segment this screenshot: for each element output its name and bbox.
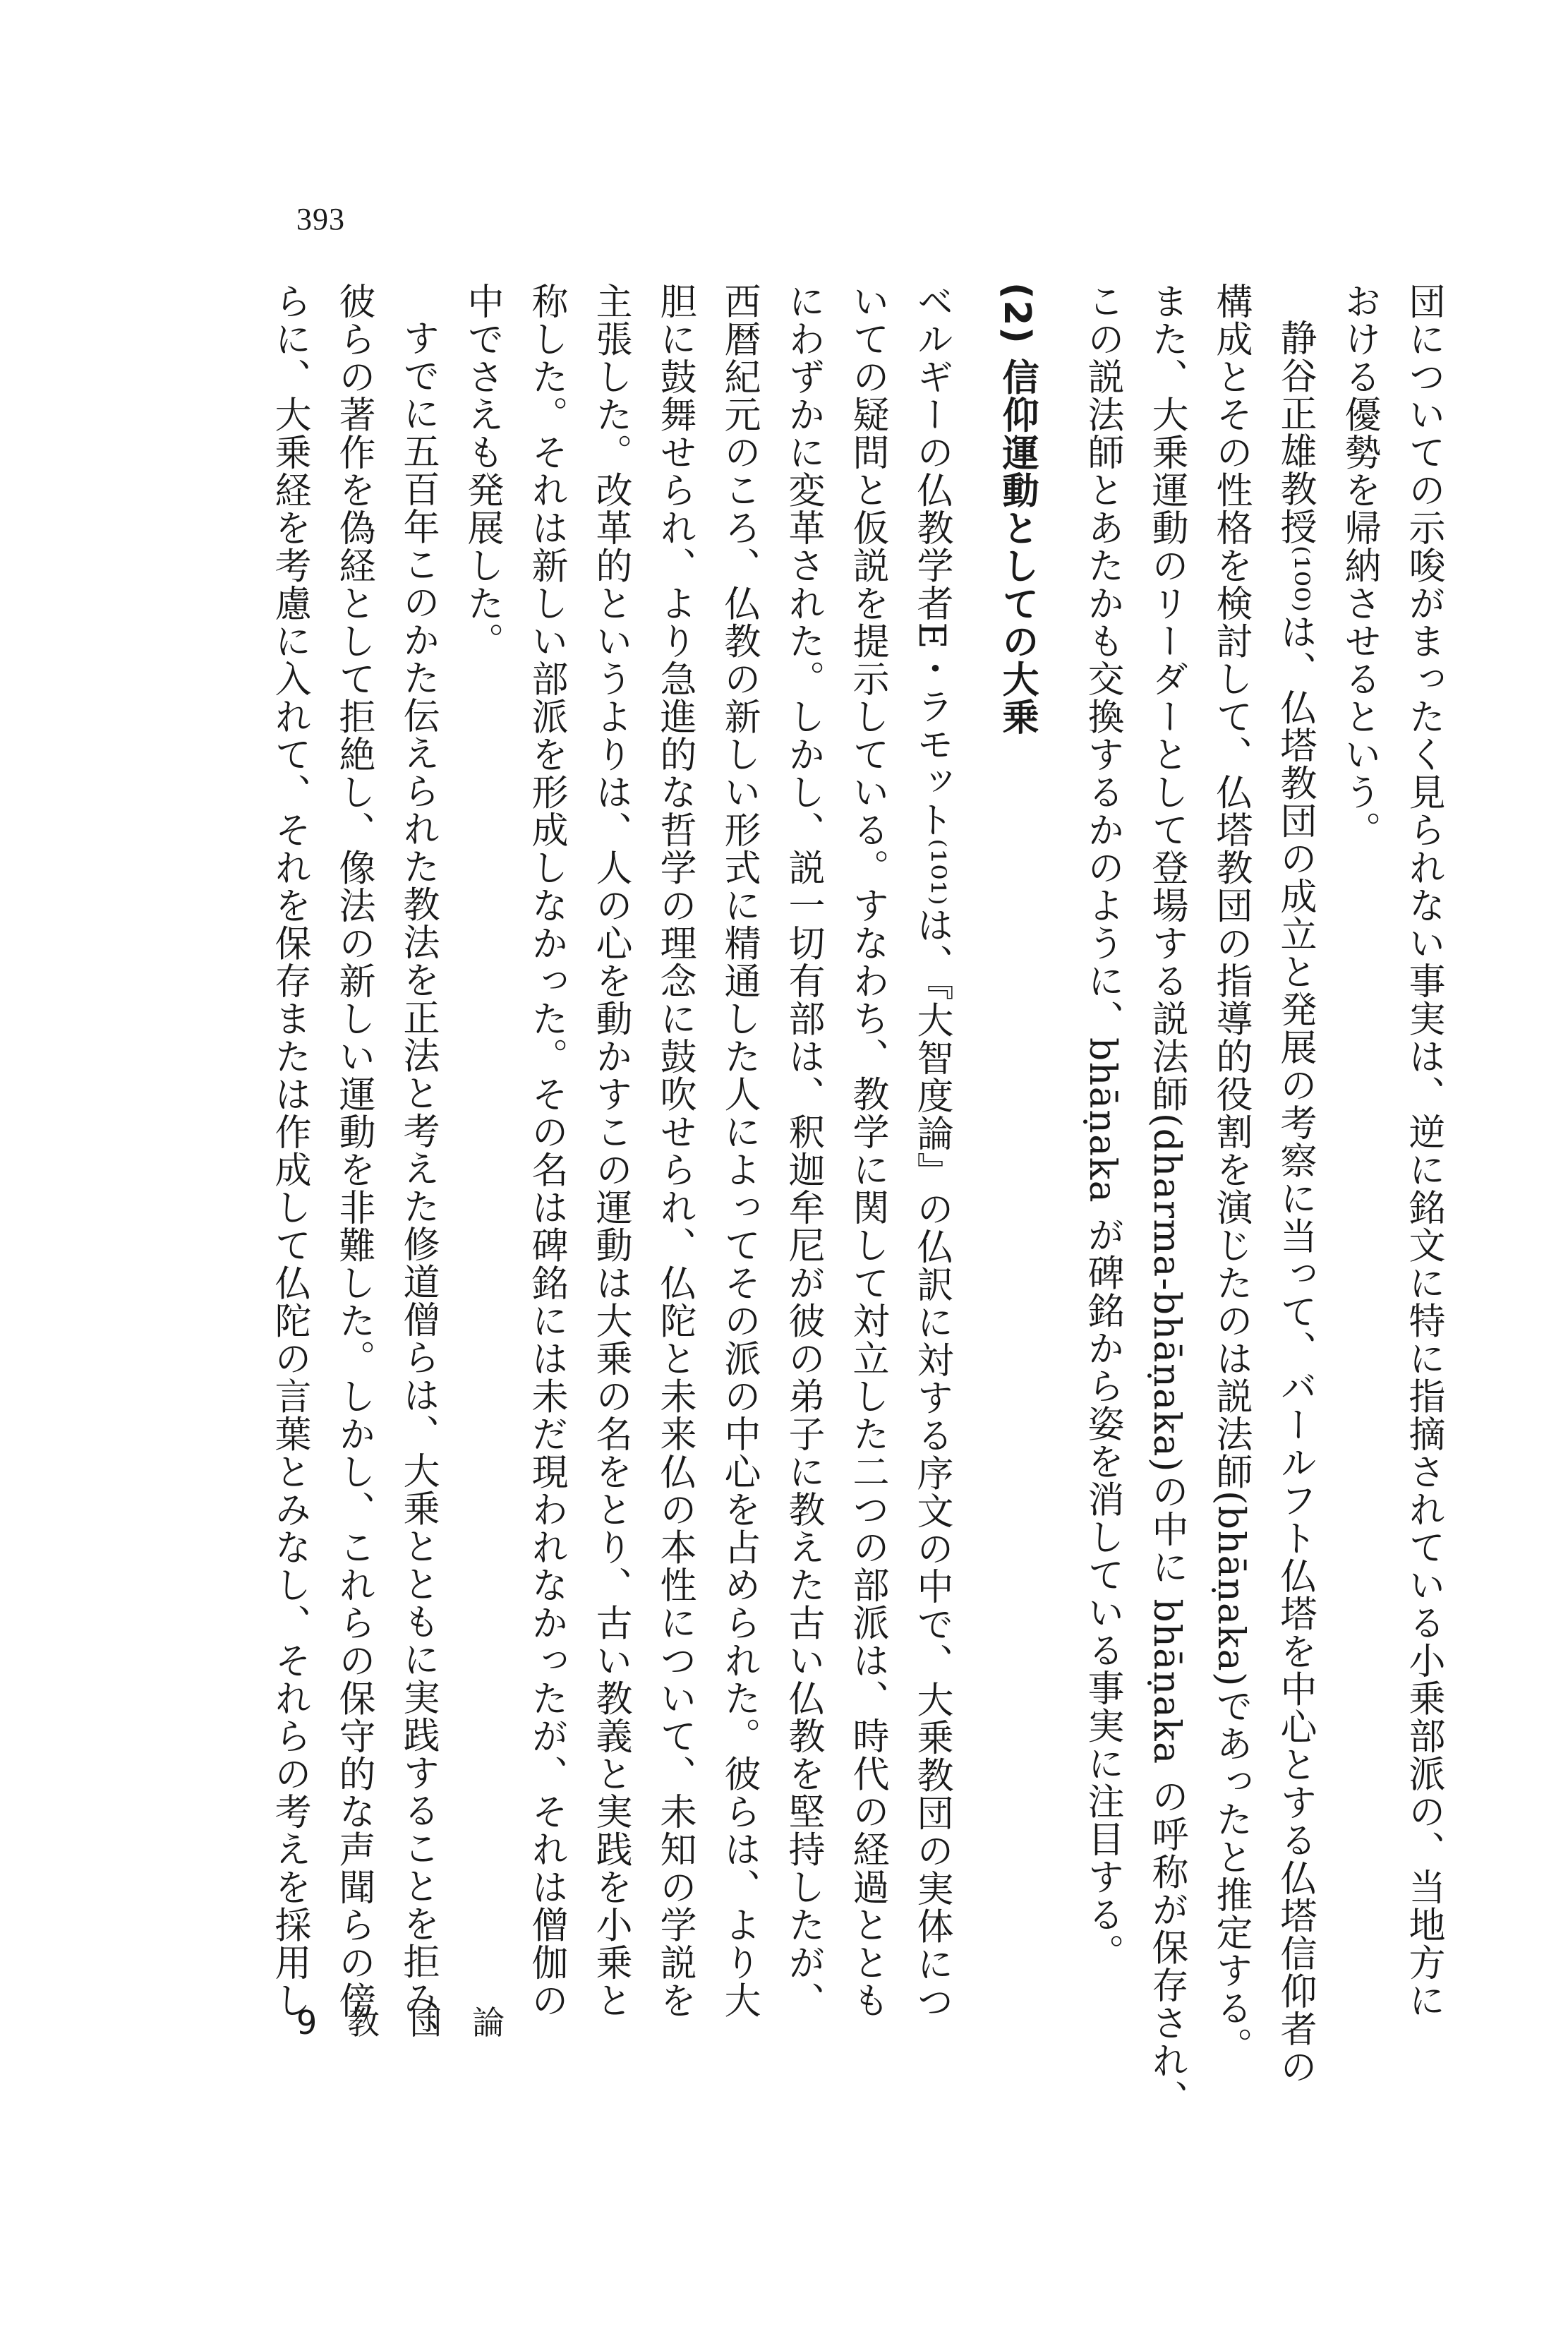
- text-column: 主張した。改革的というよりは、人の心を動かすこの運動は大乗の名をとり、古い教義と実践を小乗と: [589, 282, 632, 2019]
- text-column: 団についての示唆がまったく見られない事実は、逆に銘文に特に指摘されている小乗部派の、当地方に: [1402, 282, 1445, 2019]
- text-column: にわずかに変革された。しかし、説一切有部は、釈迦牟尼が彼の弟子に教えた古い仏教を堅持したが、: [782, 282, 824, 2019]
- text-column: この説法師とあたかも交換するかのように、bhāṇaka が碑銘から姿を消している事実に注目する。: [1081, 282, 1123, 1972]
- text-column: すでに五百年このかた伝えられた教法を正法と考えた修道僧らは、大乗とともに実践することを拒み、: [397, 319, 439, 2056]
- text-column: 胆に鼓舞せられ、より急進的な哲学の理念に鼓吹せられ、仏陀と未来仏の本性について、未知の学説を: [653, 282, 696, 2019]
- text-column: 称した。それは新しい部派を形成しなかった。その名は碑銘には未だ現われなかったが、それは僧伽の: [525, 282, 567, 2019]
- text-column: らに、大乗経を考慮に入れて、それを保存または作成して仏陀の言葉とみなし、それらの考えを採用し: [268, 282, 310, 2019]
- text-column: 彼らの著作を偽経として拒絶し、像法の新しい運動を非難した。しかし、これらの保守的な声聞らの傍: [332, 282, 375, 2019]
- text-column: ベルギーの仏教学者E・ラモット⁽¹⁰¹⁾は、『大智度論』の仏訳に対する序文の中で、大乗教団の実体につ: [910, 282, 953, 2021]
- text-column: 構成とその性格を検討して、仏塔教団の指導的役割を演じたのは説法師(bhāṇaka)であったと推定する。: [1210, 282, 1252, 2065]
- running-footer: 9 教 団 論: [296, 2004, 515, 2042]
- text-column: また、大乗運動のリーダーとして登場する説法師(dharma-bhāṇaka)の中に bhāṇaka の呼称が保存され、: [1145, 282, 1188, 2118]
- text-column: いての疑問と仮説を提示している。すなわち、教学に関して対立した二つの部派は、時代の経過ととも: [846, 282, 888, 2019]
- section-heading: (2) 信仰運動としての大乗: [996, 282, 1038, 736]
- page-number: 393: [296, 202, 345, 236]
- text-column: 中でさえも発展した。: [461, 282, 503, 660]
- text-column: おける優勢を帰納させるという。: [1338, 282, 1380, 849]
- text-column: 西暦紀元のころ、仏教の新しい形式に精通した人によってその派の中心を占められた。彼らは、より大: [718, 282, 760, 2019]
- text-column: 静谷正雄教授⁽¹⁰⁰⁾は、仏塔教団の成立と発展の考察に当って、バールフト仏塔を中心とする仏塔信仰者の: [1274, 319, 1316, 2086]
